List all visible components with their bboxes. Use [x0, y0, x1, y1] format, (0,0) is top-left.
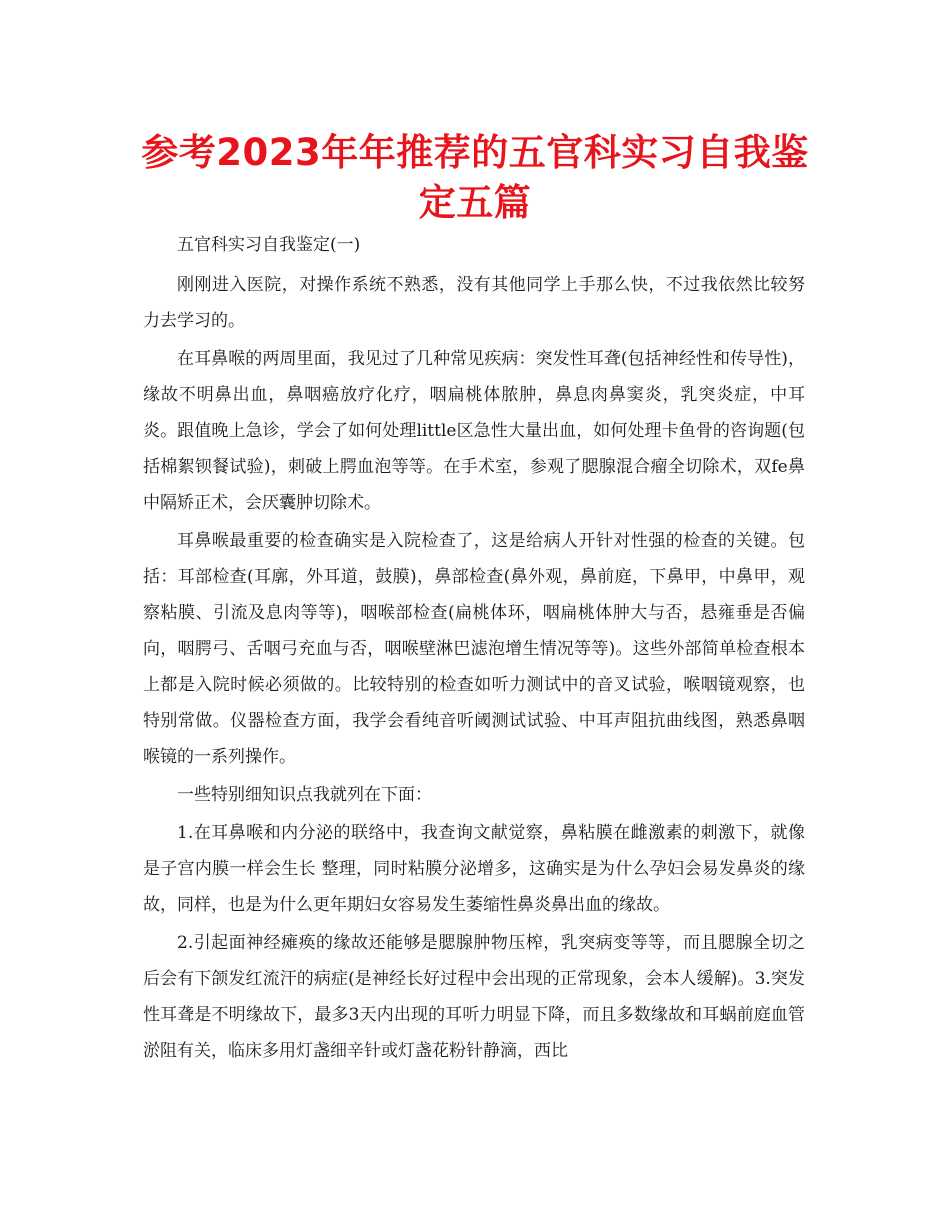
paragraph-2: 在耳鼻喉的两周里面，我见过了几种常见疾病：突发性耳聋(包括神经性和传导性)，缘故不明鼻出血，鼻咽癌放疗化疗，咽扁桃体脓肿，鼻息肉鼻窦炎，乳突炎症，中耳炎。跟值晚上急诊，学会了如何处理little区急性大量出血，如何处理卡鱼骨的咨询题(包括棉絮钡餐试验)，刺破上腭血泡等等。在手术室，参观了腮腺混合瘤全切除术，双fe鼻中隔矫正术，会厌囊肿切除术。	[143, 349, 805, 513]
paragraph-4: 一些特别细知识点我就列在下面：	[177, 785, 432, 805]
page-title: 参考2023年年推荐的五官科实习自我鉴定五篇	[141, 131, 809, 224]
document-body	[143, 227, 805, 1071]
paragraph-5: 1.在耳鼻喉和内分泌的联络中，我查询文献觉察，鼻粘膜在雌激素的刺激下，就像是子宫内膜一样会生长 整理，同时粘膜分泌增多，这确实是为什么孕妇会易发鼻炎的缘故，同样，也是为什么更年期妇女容易发生萎缩性鼻炎鼻出血的缘故。	[143, 823, 805, 915]
section-heading: 五官科实习自我鉴定(一)	[177, 235, 361, 255]
paragraph-1: 刚刚进入医院，对操作系统不熟悉，没有其他同学上手那么快，不过我依然比较努力去学习的。	[143, 275, 805, 331]
paragraph-6: 2.引起面神经瘫痪的缘故还能够是腮腺肿物压榨，乳突病变等等，而且腮腺全切之后会有下颌发红流汗的病症(是神经长好过程中会出现的正常现象，会本人缓解)。3.突发性耳聋是不明缘故下，最多3天内出现的耳听力明显下降，而且多数缘故和耳蜗前庭血管淤阻有关，临床多用灯盏细辛针或灯盏花粉针静滴，西比	[143, 933, 805, 1061]
paragraph-3: 耳鼻喉最重要的检查确实是入院检查了，这是给病人开针对性强的检查的关键。包括：耳部检查(耳廓，外耳道，鼓膜)，鼻部检查(鼻外观，鼻前庭，下鼻甲，中鼻甲，观察粘膜、引流及息肉等等)，咽喉部检查(扁桃体环，咽扁桃体肿大与否，悬雍垂是否偏向，咽腭弓、舌咽弓充血与否，咽喉壁淋巴滤泡增生情况等等)。这些外部简单检查根本上都是入院时候必须做的。比较特别的检查如听力测试中的音叉试验，喉咽镜观察，也特别常做。仪器检查方面，我学会看纯音听阈测试试验、中耳声阻抗曲线图，熟悉鼻咽喉镜的一系列操作。	[143, 531, 805, 767]
